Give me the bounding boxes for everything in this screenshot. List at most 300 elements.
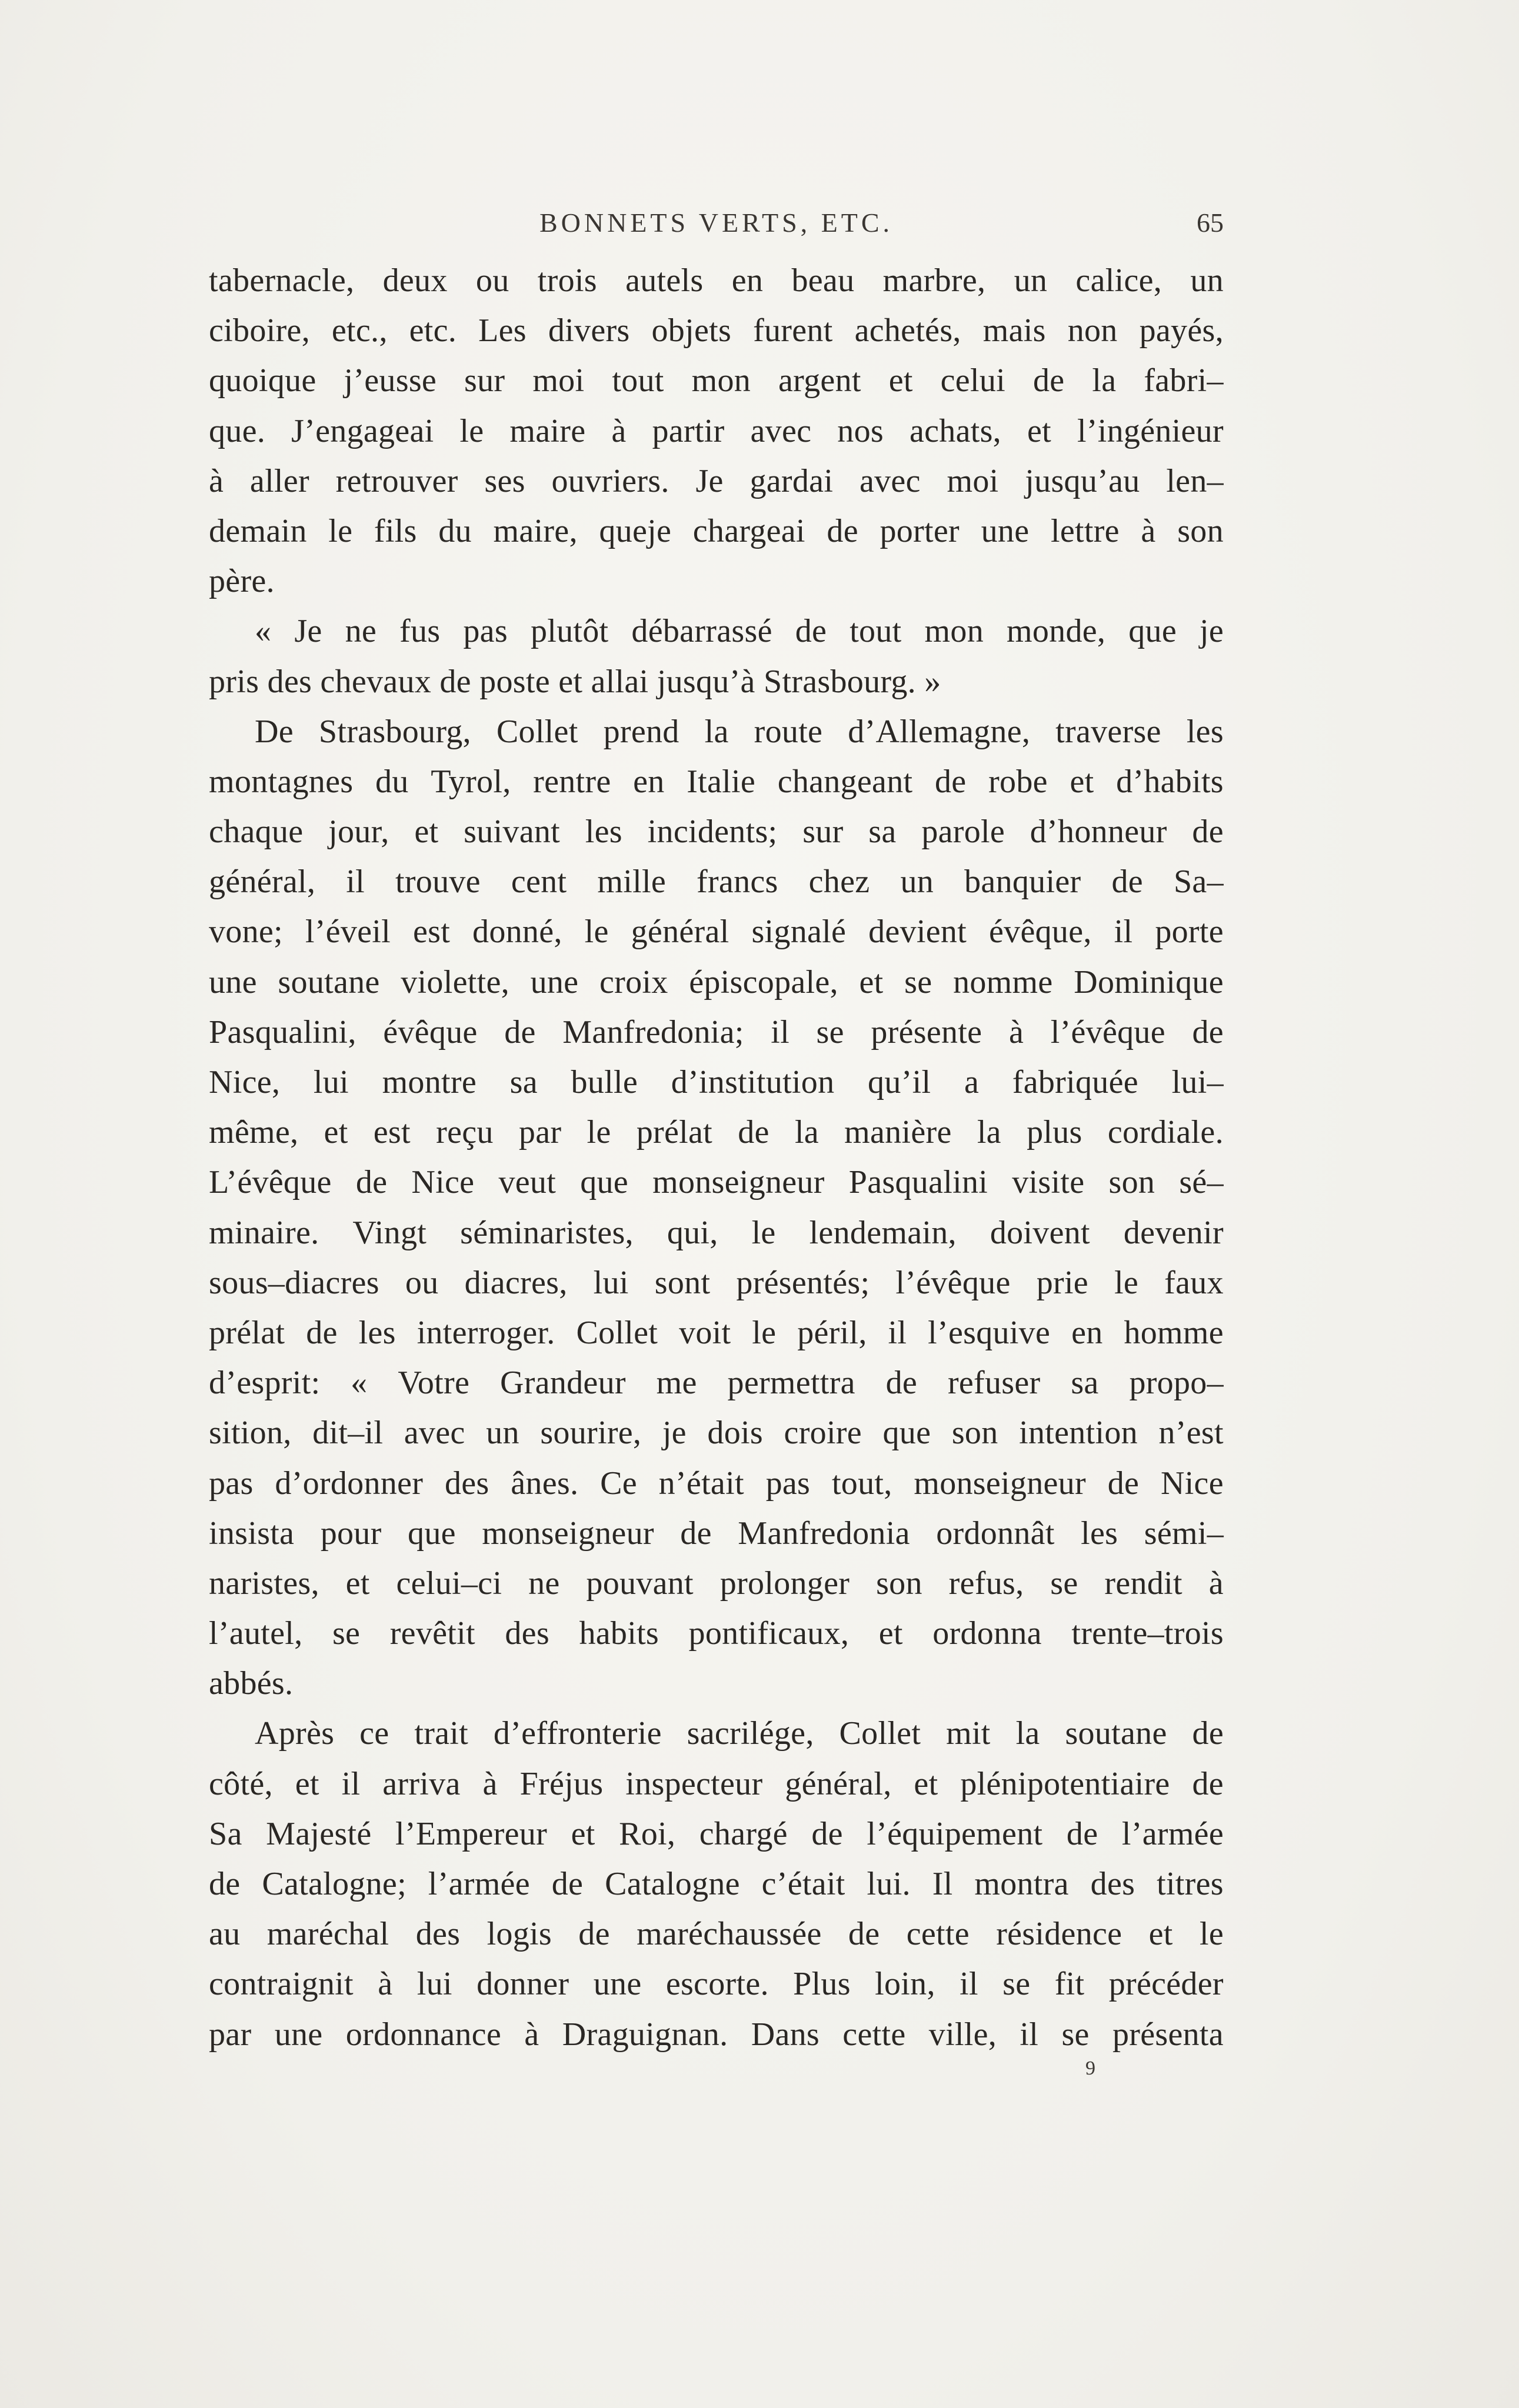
word: nos bbox=[837, 412, 884, 449]
word: dit–il bbox=[312, 1415, 384, 1452]
word: de bbox=[1192, 813, 1224, 851]
word: sémi– bbox=[1144, 1515, 1224, 1552]
word: Vingt bbox=[352, 1214, 427, 1251]
word: d’ordonner bbox=[275, 1465, 424, 1502]
word: par bbox=[209, 2016, 252, 2053]
word: Après bbox=[255, 1715, 335, 1752]
word: côté, bbox=[209, 1765, 273, 1802]
word: le bbox=[459, 412, 484, 449]
word: jusqu’à bbox=[657, 663, 755, 700]
word: il bbox=[771, 1013, 790, 1050]
text-line bbox=[209, 958, 1224, 1008]
word: pontificaux, bbox=[688, 1615, 850, 1652]
word: gardai bbox=[749, 462, 834, 499]
word: se bbox=[904, 963, 932, 1000]
word: achetés, bbox=[854, 312, 961, 349]
word: il bbox=[960, 1966, 978, 2003]
running-head bbox=[209, 207, 1224, 242]
word: dois bbox=[707, 1415, 763, 1452]
word: fus bbox=[399, 613, 441, 650]
word: abbés. bbox=[209, 1665, 294, 1702]
word: loin, bbox=[875, 1966, 935, 2003]
word: banquier bbox=[964, 863, 1081, 901]
word: diacres, bbox=[464, 1264, 568, 1301]
word: la bbox=[1015, 1715, 1040, 1752]
word: à bbox=[611, 412, 627, 449]
word: porter bbox=[880, 512, 960, 549]
word: monde, bbox=[1007, 613, 1106, 650]
word: sa bbox=[868, 813, 897, 851]
word: deux bbox=[382, 262, 448, 299]
word: tout, bbox=[831, 1465, 892, 1502]
word: « bbox=[255, 613, 272, 650]
word: Strasbourg. bbox=[764, 663, 916, 700]
word: celui bbox=[940, 362, 1005, 399]
word: Sa– bbox=[1173, 863, 1224, 901]
text-line bbox=[209, 1108, 1224, 1158]
word: sous–diacres bbox=[209, 1264, 379, 1301]
word: allai bbox=[591, 663, 649, 700]
word: cette bbox=[842, 2016, 906, 2053]
word: moi bbox=[532, 362, 585, 399]
text-line bbox=[209, 2010, 1224, 2060]
word: une bbox=[981, 512, 1030, 549]
text-line bbox=[209, 1459, 1224, 1509]
word: de bbox=[935, 763, 967, 800]
word: insista bbox=[209, 1515, 295, 1552]
word: et bbox=[859, 963, 884, 1000]
word: reçu bbox=[436, 1114, 494, 1151]
text-line bbox=[209, 556, 1224, 606]
word: marbre, bbox=[882, 262, 986, 299]
word: Catalogne bbox=[605, 1866, 740, 1902]
word: de bbox=[848, 1916, 880, 1953]
word: par bbox=[518, 1114, 562, 1151]
word: le bbox=[751, 1214, 776, 1251]
word: ou bbox=[405, 1264, 439, 1301]
word: et bbox=[878, 1615, 903, 1652]
word: des bbox=[415, 1916, 461, 1953]
word: et bbox=[1027, 412, 1051, 449]
word: sur bbox=[802, 813, 844, 851]
word: général bbox=[631, 913, 729, 950]
word: et bbox=[888, 362, 913, 399]
word: l’autel, bbox=[209, 1615, 303, 1652]
text-line bbox=[209, 1709, 1224, 1759]
word: présente bbox=[871, 1013, 982, 1050]
text-line bbox=[209, 1358, 1224, 1408]
text-line bbox=[209, 1909, 1224, 1959]
word: sourire, bbox=[540, 1415, 642, 1452]
word: ânes. bbox=[511, 1465, 579, 1502]
word: interroger. bbox=[417, 1314, 555, 1351]
word: devient bbox=[868, 913, 967, 950]
word: le bbox=[1199, 1916, 1224, 1953]
word: chargeai bbox=[692, 512, 805, 549]
word: propo– bbox=[1129, 1365, 1224, 1402]
text-line bbox=[209, 1859, 1224, 1909]
word: qui, bbox=[667, 1214, 718, 1251]
word: le bbox=[584, 913, 609, 950]
word: général, bbox=[209, 863, 316, 901]
word: cette bbox=[906, 1916, 970, 1953]
word: et bbox=[414, 813, 439, 851]
word: trouve bbox=[395, 863, 481, 901]
word: de bbox=[1111, 863, 1143, 901]
word: etc. bbox=[409, 312, 457, 349]
word: celui–ci bbox=[396, 1565, 502, 1602]
word: il bbox=[888, 1314, 907, 1351]
word: maire, bbox=[493, 512, 578, 549]
word: et bbox=[1148, 1916, 1173, 1953]
word: un bbox=[900, 863, 934, 901]
word: d’honneur bbox=[1030, 813, 1167, 851]
word: logis bbox=[487, 1916, 552, 1953]
word: Draguignan. bbox=[562, 2016, 728, 2053]
word: un bbox=[1014, 262, 1048, 299]
word: n’était bbox=[658, 1465, 744, 1502]
word: un bbox=[1190, 262, 1224, 299]
word: plus bbox=[1027, 1114, 1082, 1151]
word: du bbox=[375, 763, 409, 800]
word: résidence bbox=[996, 1916, 1122, 1953]
word: j’eusse bbox=[344, 362, 437, 399]
word: se bbox=[1061, 2016, 1090, 2053]
text-line bbox=[209, 1308, 1224, 1358]
word: de bbox=[551, 1866, 584, 1902]
word: changeant bbox=[777, 763, 913, 800]
word: présentés; bbox=[736, 1264, 870, 1301]
word: Pasqualini, bbox=[209, 1013, 357, 1050]
word: d’Allemagne, bbox=[848, 713, 1031, 750]
word: Dominique bbox=[1074, 963, 1224, 1000]
word: avec bbox=[859, 462, 921, 499]
word: Strasbourg, bbox=[318, 713, 471, 750]
word: argent bbox=[778, 362, 861, 399]
word: la bbox=[1092, 362, 1117, 399]
word: » bbox=[924, 663, 941, 700]
word: De bbox=[255, 713, 294, 750]
word: Dans bbox=[751, 2016, 820, 2053]
word: parole bbox=[921, 813, 1005, 851]
word: se bbox=[1050, 1565, 1078, 1602]
word: Je bbox=[695, 462, 724, 499]
text-line bbox=[209, 1008, 1224, 1058]
word: plutôt bbox=[530, 613, 609, 650]
word: faux bbox=[1164, 1264, 1224, 1301]
word: le bbox=[752, 1314, 777, 1351]
word: ne bbox=[528, 1565, 560, 1602]
word: il bbox=[346, 863, 365, 901]
word: inspecteur bbox=[625, 1765, 763, 1802]
word: de bbox=[306, 1314, 338, 1351]
word: contraignit bbox=[209, 1966, 354, 2003]
word: de bbox=[355, 1164, 388, 1201]
word: l’Empereur bbox=[395, 1815, 548, 1852]
word: à bbox=[378, 1966, 393, 2003]
word: jour, bbox=[328, 813, 389, 851]
word: et bbox=[324, 1114, 348, 1151]
word: Nice, bbox=[209, 1064, 281, 1100]
word: maire bbox=[509, 412, 586, 449]
text-line bbox=[209, 456, 1224, 506]
text-line bbox=[209, 1759, 1224, 1809]
word: son bbox=[1108, 1164, 1155, 1201]
word: avec bbox=[750, 412, 812, 449]
word: des bbox=[1090, 1866, 1135, 1902]
word: la bbox=[794, 1114, 819, 1151]
word: à bbox=[1141, 512, 1156, 549]
word: lettre bbox=[1050, 512, 1120, 549]
word: son bbox=[951, 1415, 998, 1452]
word: une bbox=[209, 963, 257, 1000]
word: mais bbox=[982, 312, 1046, 349]
word: demain bbox=[209, 512, 307, 549]
word: lendemain, bbox=[809, 1214, 957, 1251]
word: monseigneur bbox=[914, 1465, 1086, 1502]
word: rentre bbox=[533, 763, 611, 800]
word: fabri– bbox=[1144, 362, 1224, 399]
text-line bbox=[209, 907, 1224, 957]
word: au bbox=[209, 1916, 241, 1953]
word: partir bbox=[652, 412, 725, 449]
text-line bbox=[209, 857, 1224, 907]
word: l’esquive bbox=[928, 1314, 1051, 1351]
word: séminaristes, bbox=[460, 1214, 634, 1251]
word: croix bbox=[599, 963, 668, 1000]
word: Je bbox=[294, 613, 322, 650]
text-line bbox=[209, 1408, 1224, 1458]
word: tout bbox=[612, 362, 664, 399]
word: l’armée bbox=[428, 1866, 530, 1902]
word: ou bbox=[475, 262, 509, 299]
body-text bbox=[209, 256, 1224, 2060]
word: L’évêque bbox=[209, 1164, 332, 1201]
word: Votre bbox=[398, 1365, 470, 1402]
text-line bbox=[209, 1258, 1224, 1308]
text-line bbox=[209, 1659, 1224, 1709]
text-line bbox=[209, 306, 1224, 356]
word: aller bbox=[249, 462, 309, 499]
word: monseigneur bbox=[482, 1515, 654, 1552]
word: de bbox=[795, 613, 827, 650]
text-line bbox=[209, 1959, 1224, 2009]
word: furent bbox=[753, 312, 833, 349]
word: que bbox=[882, 1415, 931, 1452]
word: ordonna bbox=[932, 1615, 1042, 1652]
word: le bbox=[587, 1114, 611, 1151]
word: soutane bbox=[278, 963, 380, 1000]
word: n’est bbox=[1158, 1415, 1224, 1452]
word: et bbox=[295, 1765, 319, 1802]
word: Pasqualini bbox=[848, 1164, 988, 1201]
word: c’était bbox=[761, 1866, 845, 1902]
word: de bbox=[811, 1815, 843, 1852]
word: se bbox=[1002, 1966, 1031, 2003]
word: de bbox=[209, 1866, 241, 1902]
word: mille bbox=[597, 863, 666, 901]
word: de bbox=[738, 1114, 770, 1151]
word: lui bbox=[313, 1064, 349, 1100]
word: l’évêque bbox=[895, 1264, 1011, 1301]
word: l’ingénieur bbox=[1077, 412, 1224, 449]
word: d’esprit: bbox=[209, 1365, 321, 1402]
word: se bbox=[332, 1615, 361, 1652]
word: habits bbox=[579, 1615, 659, 1652]
word: Roi, bbox=[619, 1815, 676, 1852]
text-line bbox=[209, 1208, 1224, 1258]
word: sition, bbox=[209, 1415, 292, 1452]
word: de bbox=[1192, 1715, 1224, 1752]
word: fils bbox=[374, 512, 417, 549]
word: il bbox=[1020, 2016, 1039, 2053]
word: a bbox=[964, 1064, 980, 1100]
word: queje bbox=[599, 512, 672, 549]
word: Catalogne; bbox=[262, 1866, 407, 1902]
word: des bbox=[267, 663, 312, 700]
text-line bbox=[209, 1058, 1224, 1108]
word: son bbox=[876, 1565, 922, 1602]
word: les bbox=[1186, 713, 1224, 750]
word: refus, bbox=[948, 1565, 1024, 1602]
word: trois bbox=[537, 262, 597, 299]
word: chevaux bbox=[320, 663, 432, 700]
word: à bbox=[1008, 1013, 1024, 1050]
word: de bbox=[1066, 1815, 1098, 1852]
word: est bbox=[412, 913, 451, 950]
word: de bbox=[885, 1365, 918, 1402]
word: et bbox=[558, 663, 583, 700]
word: que bbox=[408, 1515, 456, 1552]
word: d’habits bbox=[1116, 763, 1224, 800]
word: intention bbox=[1019, 1415, 1138, 1452]
word: lui– bbox=[1171, 1064, 1224, 1100]
word: ce bbox=[359, 1715, 389, 1752]
word: me bbox=[656, 1365, 697, 1402]
text-line bbox=[209, 1809, 1224, 1859]
word: tabernacle, bbox=[209, 262, 355, 299]
word: pas bbox=[463, 613, 508, 650]
word: en bbox=[731, 262, 764, 299]
text-line bbox=[209, 606, 1224, 656]
word: sa bbox=[509, 1064, 538, 1100]
word: Majesté bbox=[266, 1815, 372, 1852]
word: le bbox=[1114, 1264, 1139, 1301]
word: jusqu’au bbox=[1025, 462, 1140, 499]
word: prolonger bbox=[719, 1565, 850, 1602]
word: avec bbox=[404, 1415, 465, 1452]
word: un bbox=[486, 1415, 519, 1452]
word: traverse bbox=[1055, 713, 1161, 750]
word: précéder bbox=[1108, 1966, 1224, 2003]
signature-mark: 9 bbox=[1085, 2057, 1095, 2079]
text-line bbox=[209, 506, 1224, 556]
word: mon bbox=[691, 362, 751, 399]
word: ses bbox=[484, 462, 525, 499]
word: des bbox=[444, 1465, 489, 1502]
word: que bbox=[1128, 613, 1177, 650]
word: il bbox=[341, 1765, 361, 1802]
text-line bbox=[209, 1509, 1224, 1559]
word: violette, bbox=[401, 963, 509, 1000]
word: Italie bbox=[687, 763, 756, 800]
text-line bbox=[209, 1559, 1224, 1609]
word: de bbox=[578, 1916, 610, 1953]
word: devenir bbox=[1123, 1214, 1224, 1251]
text-line bbox=[209, 1158, 1224, 1208]
word: montagnes bbox=[209, 763, 354, 800]
word: achats, bbox=[909, 412, 1001, 449]
word: Sa bbox=[209, 1815, 242, 1852]
word: mit bbox=[946, 1715, 991, 1752]
word: objets bbox=[651, 312, 732, 349]
word: des bbox=[505, 1615, 549, 1652]
word: péril, bbox=[797, 1314, 867, 1351]
word: se bbox=[816, 1013, 844, 1050]
word: pris bbox=[209, 663, 259, 700]
word: arriva bbox=[382, 1765, 461, 1802]
word: Nice bbox=[1160, 1465, 1224, 1502]
word: que. bbox=[209, 412, 266, 449]
word: que bbox=[580, 1164, 628, 1201]
word: montra bbox=[974, 1866, 1069, 1902]
word: ville, bbox=[928, 2016, 997, 2053]
word: montre bbox=[382, 1064, 477, 1100]
word: prélat bbox=[636, 1114, 713, 1151]
word: de bbox=[1107, 1465, 1140, 1502]
word: l’armée bbox=[1121, 1815, 1224, 1852]
word: nomme bbox=[953, 963, 1053, 1000]
word: ciboire, bbox=[209, 312, 310, 349]
word: père. bbox=[209, 563, 275, 600]
word: de bbox=[439, 663, 471, 700]
word: prend bbox=[603, 713, 679, 750]
word: qu’il bbox=[868, 1064, 931, 1100]
word: l’équipement bbox=[867, 1815, 1043, 1852]
word: bulle bbox=[571, 1064, 638, 1100]
word: payés, bbox=[1139, 312, 1224, 349]
word: et bbox=[345, 1565, 370, 1602]
word: Fréjus bbox=[519, 1765, 604, 1802]
word: permettra bbox=[727, 1365, 855, 1402]
word: pas bbox=[765, 1465, 811, 1502]
word: naristes, bbox=[209, 1565, 319, 1602]
word: Plus bbox=[793, 1966, 851, 2003]
word: tout bbox=[850, 613, 902, 650]
word: Collet bbox=[496, 713, 578, 750]
word: il bbox=[1114, 913, 1133, 950]
word: croire bbox=[784, 1415, 862, 1452]
text-line bbox=[209, 256, 1224, 306]
word: sa bbox=[1071, 1365, 1099, 1402]
word: à bbox=[1208, 1565, 1224, 1602]
word: de bbox=[827, 512, 858, 549]
word: de bbox=[504, 1013, 536, 1050]
word: débarrassé bbox=[631, 613, 772, 650]
word: l’éveil bbox=[305, 913, 391, 950]
word: la bbox=[704, 713, 729, 750]
word: fit bbox=[1054, 1966, 1085, 2003]
word: refuser bbox=[947, 1365, 1041, 1402]
word: poste bbox=[479, 663, 550, 700]
word: non bbox=[1067, 312, 1118, 349]
word: robe bbox=[988, 763, 1048, 800]
word: titres bbox=[1157, 1866, 1224, 1902]
word: moi bbox=[947, 462, 999, 499]
word: divers bbox=[548, 312, 630, 349]
word: autels bbox=[625, 262, 704, 299]
word: ordonnance bbox=[345, 2016, 501, 2053]
